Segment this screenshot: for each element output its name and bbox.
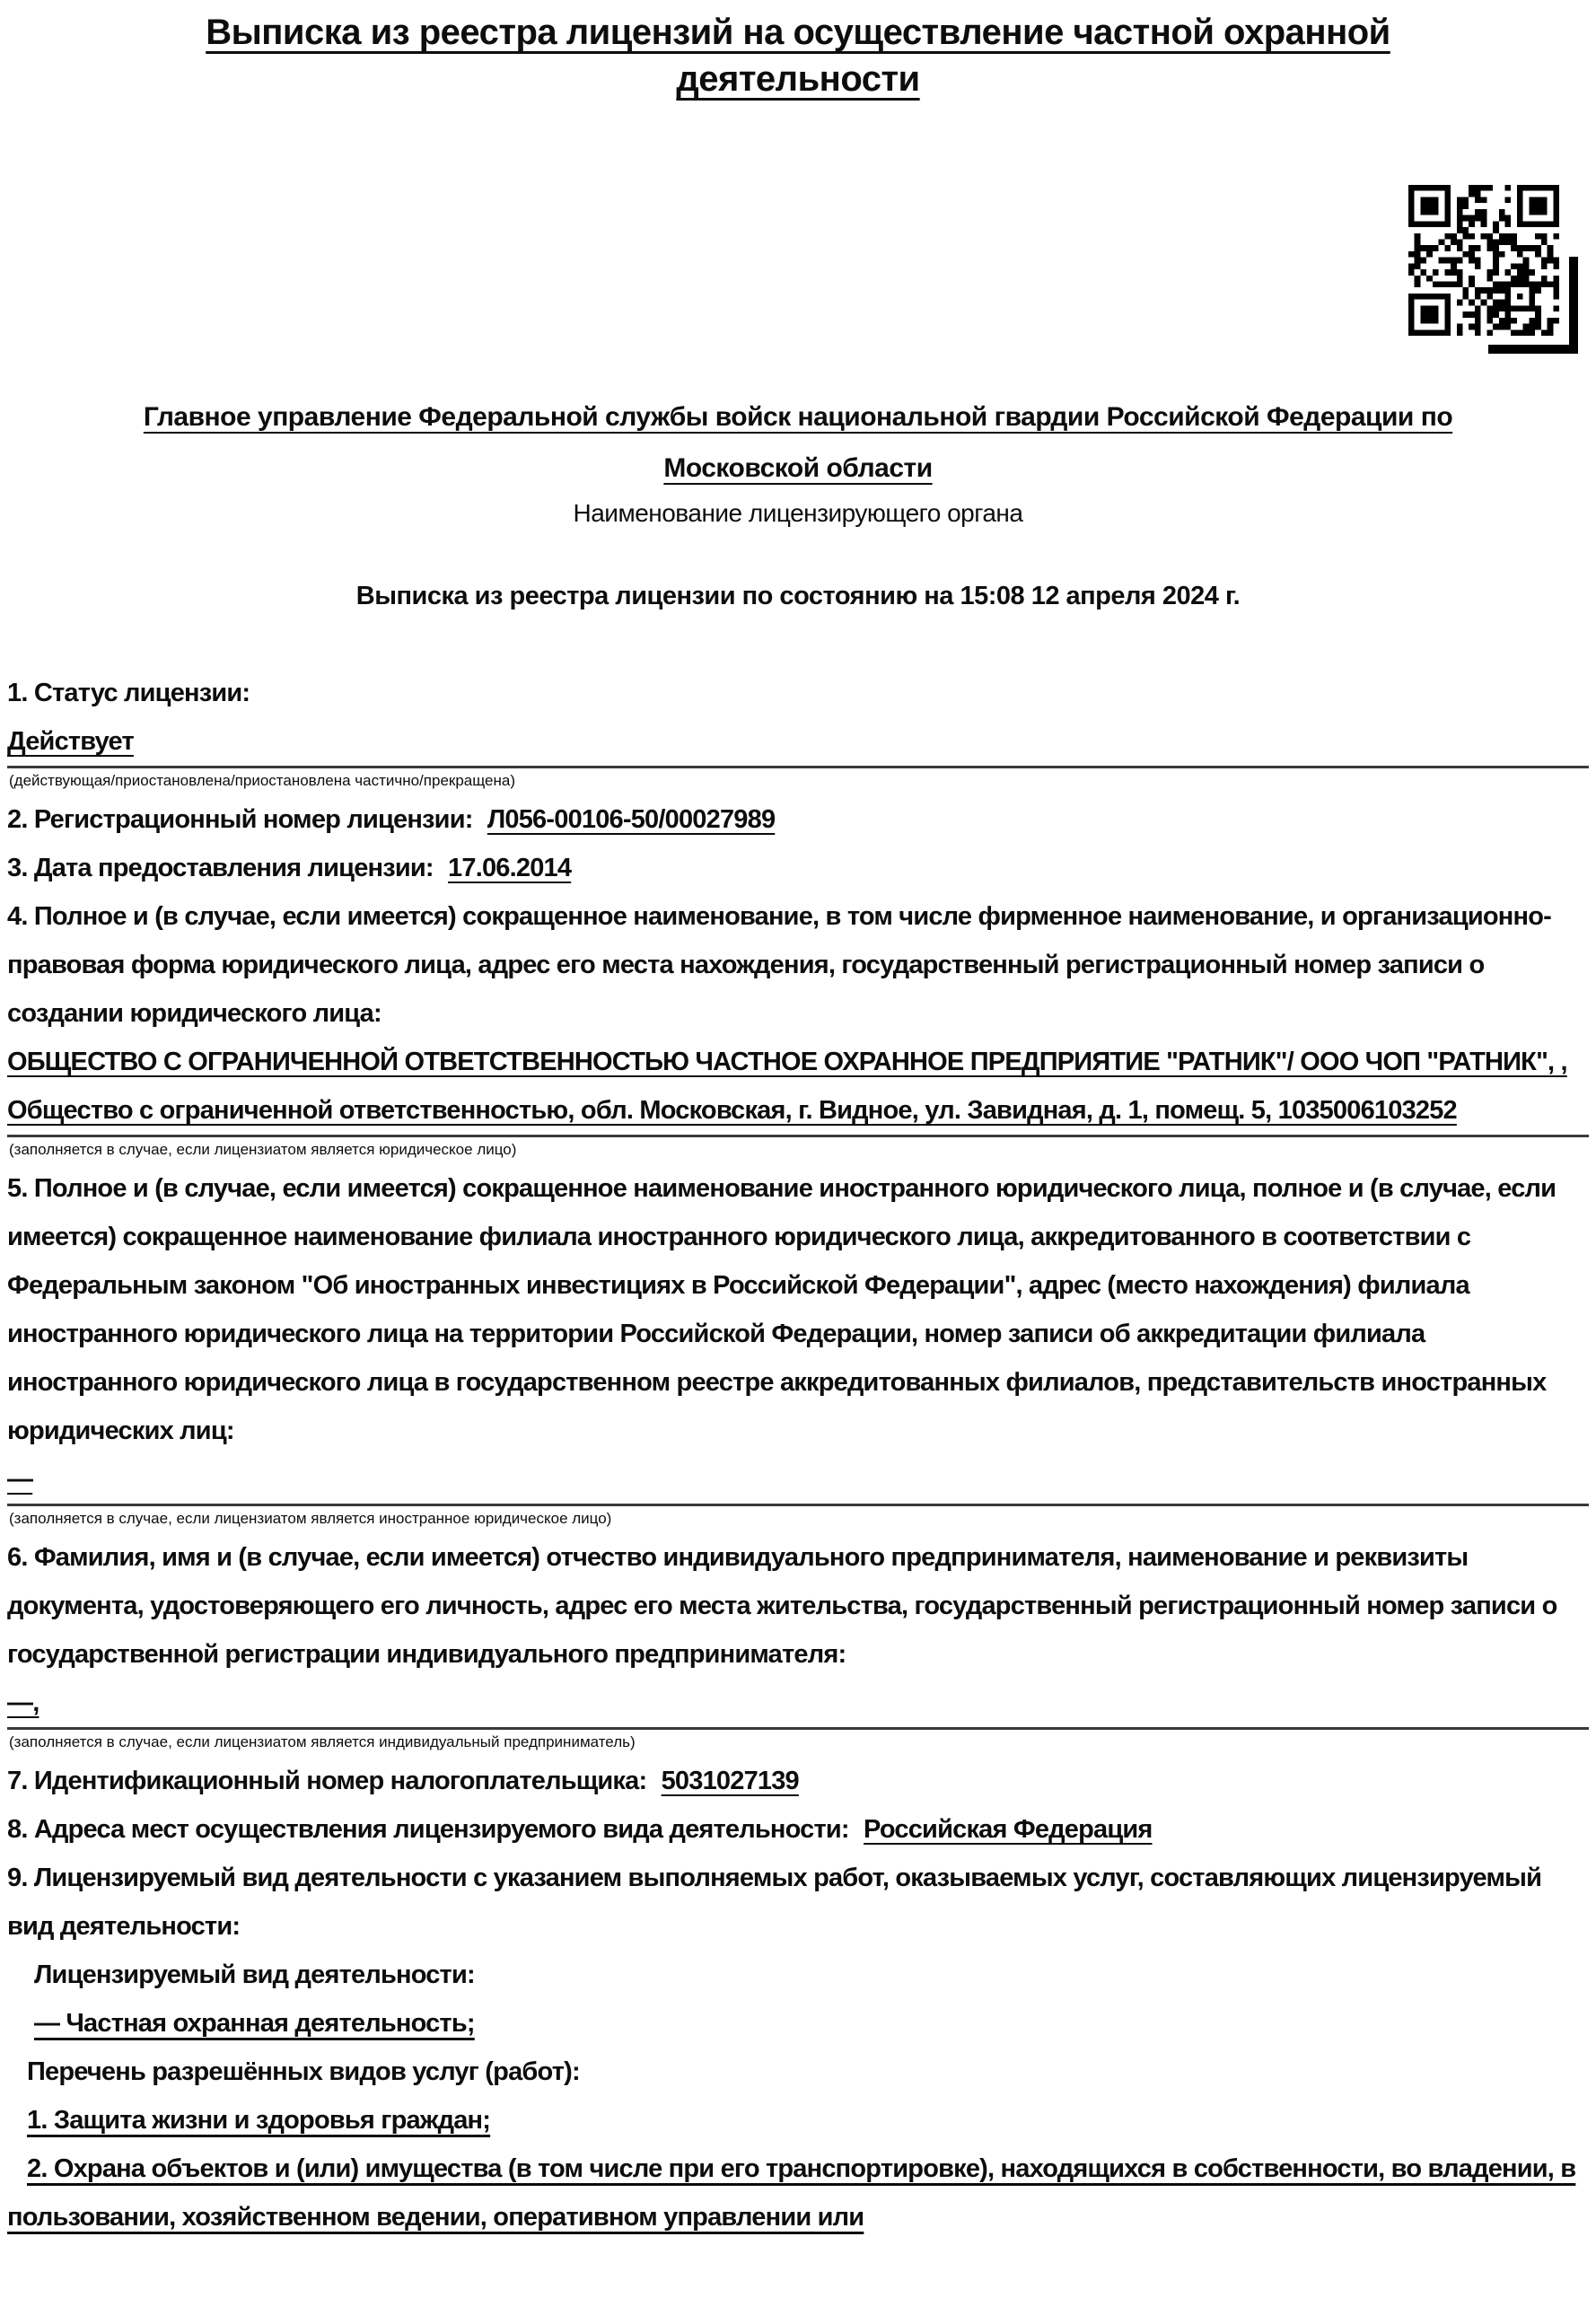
licensing-authority-name: [7, 391, 1589, 494]
document-title: Выписка из реестра лицензий на осуществление частной охранной деятельности: [206, 13, 1390, 99]
document-body: [7, 669, 1589, 2241]
section-8-label: 8. Адреса мест осуществления лицензируемого вида деятельности:: [7, 1815, 849, 1844]
section-6-label: 6. Фамилия, имя и (в случае, если имеется) отчество индивидуального предпринимателя, наименование и реквизиты документа, удостоверяющего его личность, адрес его места жительства, государственный регистрационный номер записи о государственной регистрации индивидуального предпринимателя:: [7, 1543, 1557, 1669]
corner-bracket-icon: [1488, 257, 1578, 354]
section-4-label: 4. Полное и (в случае, если имеется) сокращенное наименование, в том числе фирменное наименование, и организационно-правовая форма юридического лица, адрес его места нахождения, государственный регистрационный номер записи о создании юридического лица:: [7, 902, 1551, 1028]
activity-type-row: [7, 1999, 1589, 2048]
services-list-label: Перечень разрешённых видов услуг (работ):: [27, 2057, 580, 2086]
section-3-row: [7, 844, 1589, 892]
section-2-label: 2. Регистрационный номер лицензии:: [7, 805, 473, 834]
license-date-value: 17.06.2014: [448, 854, 572, 882]
section-8-row: [7, 1805, 1589, 1854]
activity-type-value: — Частная охранная деятельность;: [34, 2009, 475, 2038]
license-status-value: Действует: [7, 727, 134, 756]
section-7-row: [7, 1757, 1589, 1805]
section-5-caption: (заполняется в случае, если лицензиатом является иностранное юридическое лицо): [9, 1510, 612, 1527]
section-7-label: 7. Идентификационный номер налогоплательщика:: [7, 1767, 647, 1795]
entrepreneur-value: —,: [7, 1688, 39, 1717]
section-5-label: 5. Полное и (в случае, если имеется) сокращенное наименование иностранного юридического лица, полное и (в случае, если имеется) сокращенное наименование филиала иностранного юридического лица, аккредитованного в соответствии с Федеральным законом "Об иностранных инвестициях в Российской Федерации", адрес (место нахождения) филиала иностранного юридического лица на территории Российской Федерации, номер записи об аккредитации филиала иностранного юридического лица в государственном реестре аккредитованных филиалов, представительств иностранных юридических лиц:: [7, 1174, 1557, 1445]
activity-type-label: Лицензируемый вид деятельности:: [34, 1960, 475, 1989]
service-item-2-text: 2. Охрана объектов и (или) имущества (в том числе при его транспортировке), находящихся в собственности, во владении, в пользовании, хозяйственном ведении, оперативном управлении или: [7, 2154, 1576, 2232]
entrepreneur-field: [7, 1679, 1589, 1730]
section-2-row: [7, 795, 1589, 844]
service-item: [7, 2096, 1589, 2145]
section-4-caption: (заполняется в случае, если лицензиатом является юридическое лицо): [9, 1141, 517, 1158]
registration-number-value: Л056-00106-50/00027989: [487, 805, 776, 834]
legal-entity-field: [7, 1038, 1589, 1137]
taxpayer-number-value: 5031027139: [661, 1767, 799, 1795]
authority-line-1: Главное управление Федеральной службы войск национальной гвардии Российской Федерации по: [143, 402, 1453, 432]
section-6-caption: (заполняется в случае, если лицензиатом является индивидуальный предприниматель): [9, 1733, 636, 1750]
authority-line-2: Московской области: [663, 453, 933, 483]
service-item-1-text: 1. Защита жизни и здоровья граждан;: [27, 2106, 491, 2135]
authority-caption: Наименование лицензирующего органа: [573, 499, 1023, 527]
section-1-label: 1. Статус лицензии:: [7, 679, 250, 707]
section-3-label: 3. Дата предоставления лицензии:: [7, 854, 434, 882]
license-status-field: [7, 717, 1589, 768]
section-9-label: 9. Лицензируемый вид деятельности с указанием выполняемых работ, оказываемых услуг, составляющих лицензируемый вид деятельности:: [7, 1864, 1542, 1941]
foreign-entity-field: [7, 1455, 1589, 1506]
service-item: [7, 2145, 1589, 2241]
qr-area: [7, 185, 1589, 364]
activity-addresses-value: Российская Федерация: [864, 1815, 1153, 1844]
legal-entity-value: ОБЩЕСТВО С ОГРАНИЧЕННОЙ ОТВЕТСТВЕННОСТЬЮ ЧАСТНОЕ ОХРАННОЕ ПРЕДПРИЯТИЕ "РАТНИК"/ ООО ЧОП "РАТНИК", , Общество с ограниченной ответственностью, обл. Московская, г. Видное, ул. Завидная, д. 1, помещ. 5, 1035006103252: [7, 1048, 1567, 1125]
section-1-caption: (действующая/приостановлена/приостановлена частично/прекращена): [9, 772, 515, 789]
statement-line: Выписка из реестра лицензии по состоянию на 15:08 12 апреля 2024 г.: [355, 582, 1241, 610]
foreign-entity-value: —: [7, 1465, 33, 1494]
